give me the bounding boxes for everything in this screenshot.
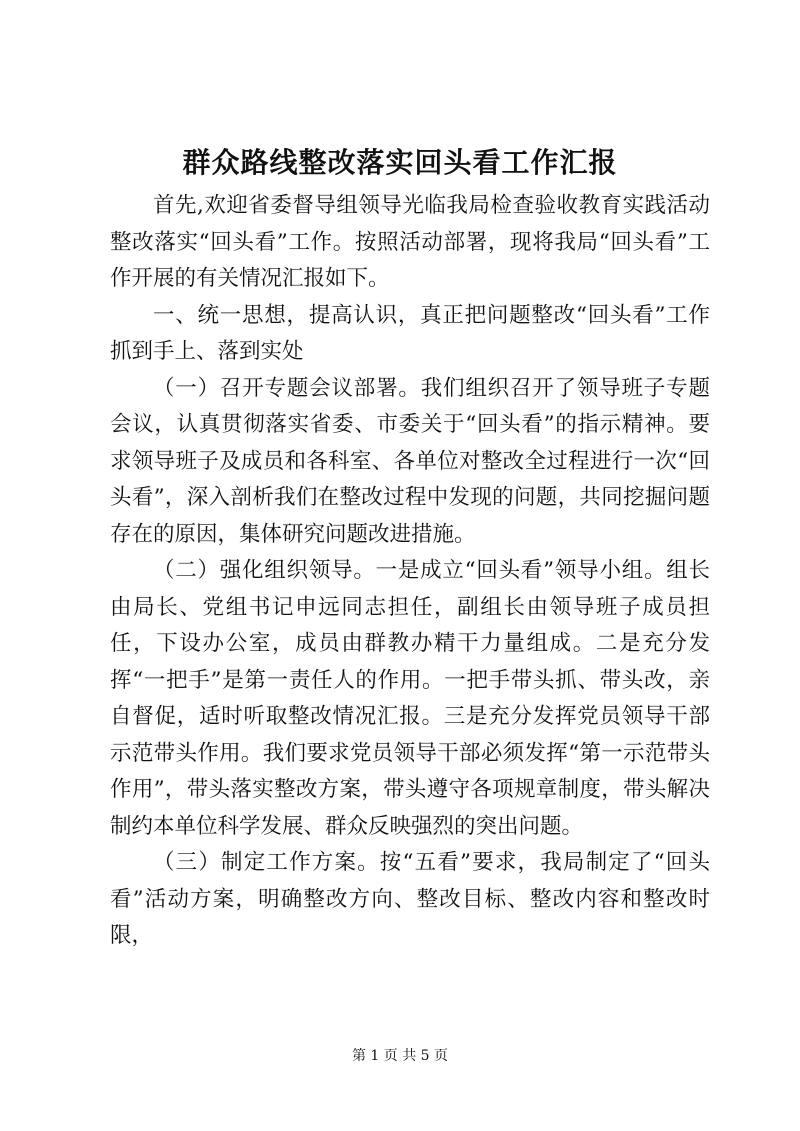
- paragraph-leadership: （二）强化组织领导。一是成立“回头看”领导小组。组长由局长、党组书记申远同志担任，副组长由领导班子成员担任，下设办公室，成员由群教办精干力量组成。二是充分发挥“一把手”是第一责任人的作用。一把手带头抓、带头改，亲自督促，适时听取整改情况汇报。三是充分发挥党员领导干部示范带头作用。我们要求党员领导干部必须发挥“第一示范带头作用”，带头落实整改方案，带头遵守各项规章制度，带头解决制约本单位科学发展、群众反映强烈的突出问题。: [110, 558, 710, 839]
- section-heading-1: 一、统一思想，提高认识，真正把问题整改“回头看”工作抓到手上、落到实处: [110, 302, 710, 364]
- document-body: [110, 188, 710, 955]
- document-title: 群众路线整改落实回头看工作汇报: [182, 146, 618, 179]
- paragraph-meeting: （一）召开专题会议部署。我们组织召开了领导班子专题会议，认真贯彻落实省委、市委关于“回头看”的指示精神。要求领导班子及成员和各科室、各单位对整改全过程进行一次“回头看”，深入剖析我们在整改过程中发现的问题，共同挖掘问题存在的原因，集体研究问题改进措施。: [110, 375, 710, 547]
- page-footer: 第 1 页 共 5 页: [351, 1048, 449, 1064]
- paragraph-intro: 首先,欢迎省委督导组领导光临我局检查验收教育实践活动整改落实“回头看”工作。按照活动部署，现将我局“回头看”工作开展的有关情况汇报如下。: [110, 193, 710, 291]
- paragraph-plan: （三）制定工作方案。按“五看”要求，我局制定了“回头看”活动方案，明确整改方向、整改目标、整改内容和整改时限，: [110, 850, 710, 948]
